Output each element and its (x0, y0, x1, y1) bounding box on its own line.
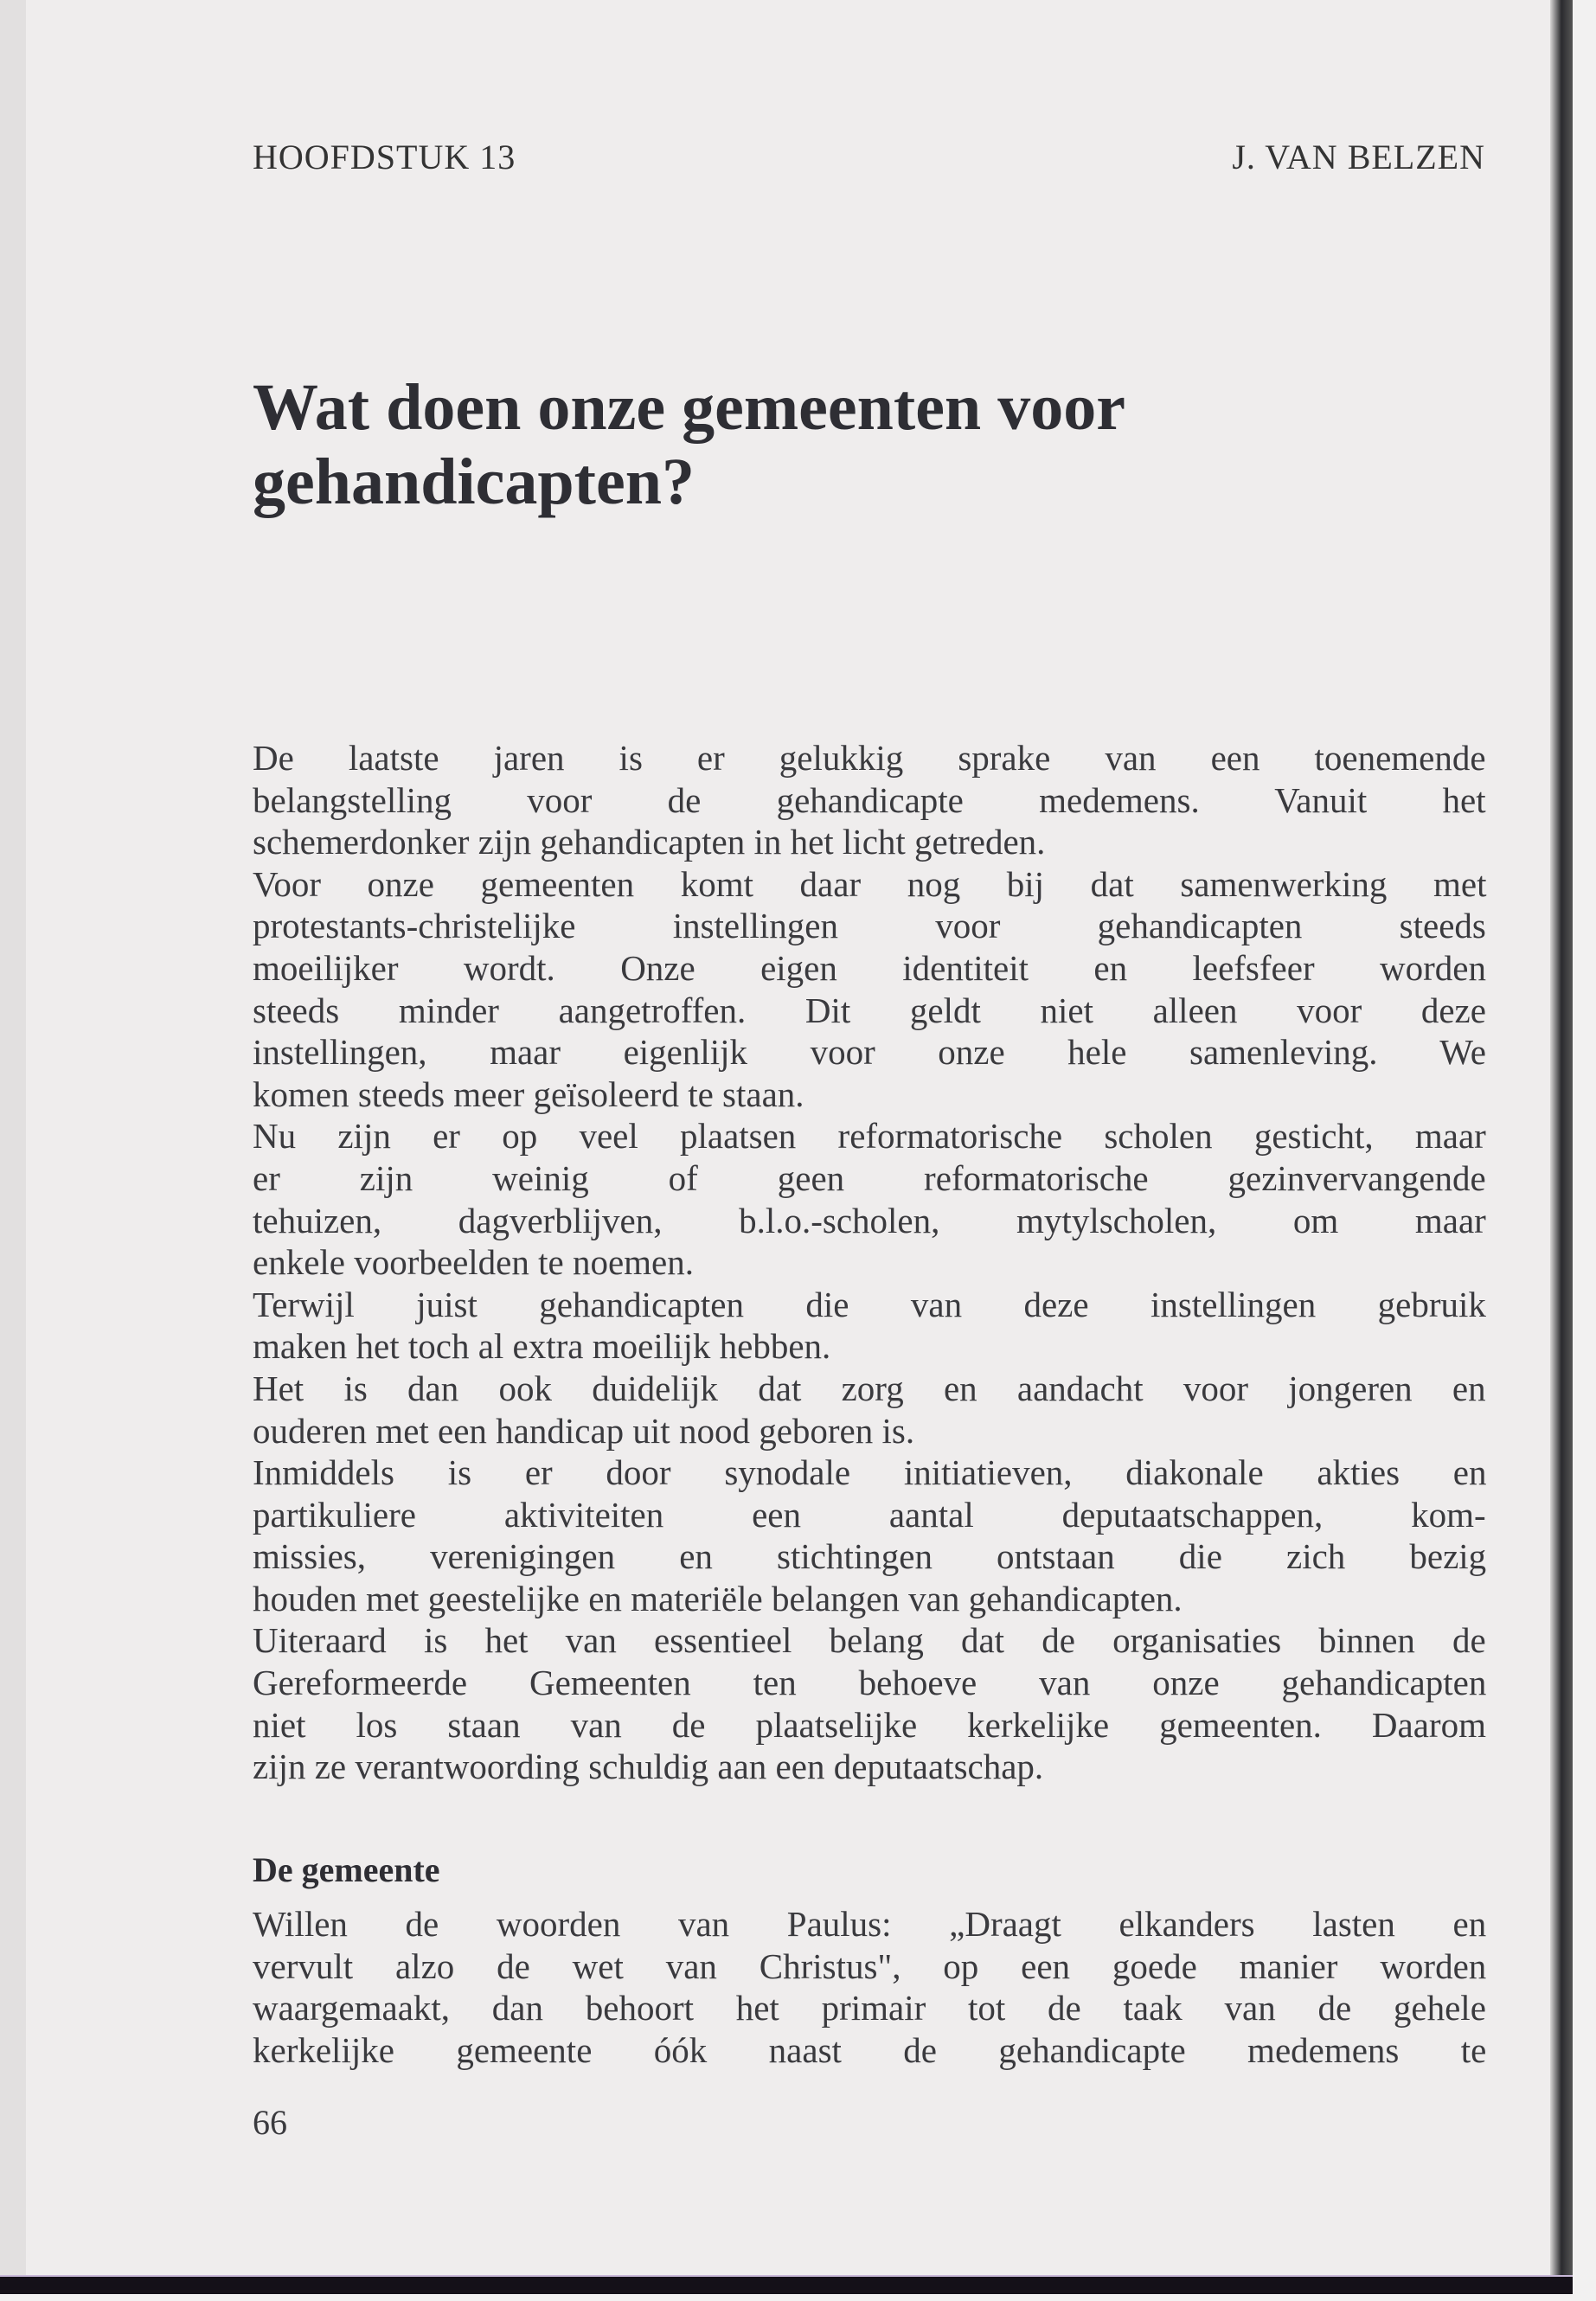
text-line: waargemaakt, dan behoort het primair tot de taak van de gehele (253, 1988, 1486, 2029)
page-number: 66 (253, 2103, 287, 2142)
text-line: tehuizen, dagverblijven, b.l.o.-scholen, mytylscholen, om maar (253, 1200, 1486, 1240)
text-line: Het is dan ook duidelijk dat zorg en aandacht voor jongeren en (253, 1368, 1486, 1408)
running-header-author: J. VAN BELZEN (1232, 138, 1485, 176)
text-line: belangstelling voor de gehandicapte medemens. Vanuit het (253, 779, 1486, 820)
text-line: er zijn weinig of geen reformatorische gezinvervangende (253, 1157, 1486, 1198)
text-line: De laatste jaren is er gelukkig sprake van een toenemende (253, 738, 1486, 778)
text-line: vervult alzo de wet van Christus", op een goede manier worden (253, 1945, 1487, 1986)
text-line: niet los staan van de plaatselijke kerkelijke gemeenten. Daarom (253, 1704, 1486, 1745)
text-line: Inmiddels is er door synodale initiatieven, diakonale akties en (253, 1452, 1487, 1493)
chapter-title (253, 370, 1125, 519)
text-line: komen steeds meer geïsoleerd te staan. (253, 1074, 804, 1114)
text-line: enkele voorbeelden te noemen. (253, 1242, 694, 1283)
text-line: Uiteraard is het van essentieel belang dat de organisaties binnen de (253, 1620, 1486, 1661)
text-line: protestants-christelijke instellingen voor gehandicapten steeds (253, 906, 1486, 946)
text-line: missies, verenigingen en stichtingen ontstaan die zich bezig (253, 1536, 1487, 1577)
text-line: moeilijker wordt. Onze eigen identiteit en leefsfeer worden (253, 947, 1486, 988)
text-line: instellingen, maar eigenlijk voor onze hele samenleving. We (253, 1032, 1486, 1073)
text-line: houden met geestelijke en materiële belangen van gehandicapten. (253, 1578, 1183, 1618)
body-text-de-gemeente (253, 1903, 1486, 2071)
text-line: ouderen met een handicap uit nood geboren is. (253, 1410, 915, 1451)
running-header-chapter: HOOFDSTUK 13 (253, 138, 516, 176)
chapter-title-line-2: gehandicapten? (253, 445, 695, 518)
scan-bottom-margin (0, 2294, 1596, 2301)
text-line: kerkelijke gemeente óók naast de gehandicapte medemens te (253, 2029, 1487, 2070)
section-heading: De gemeente (253, 1850, 440, 1889)
text-line: maken het toch al extra moeilijk hebben. (253, 1326, 831, 1367)
body-text-intro (253, 737, 1486, 1788)
text-line: zijn ze verantwoording schuldig aan een deputaatschap. (253, 1747, 1044, 1787)
scan-left-edge (0, 0, 26, 2301)
book-spine-edge (1550, 0, 1573, 2284)
text-line: Voor onze gemeenten komt daar nog bij dat samenwerking met (253, 863, 1487, 904)
text-line: Willen de woorden van Paulus: „Draagt elkanders lasten en (253, 1904, 1487, 1944)
scan-right-margin (1573, 0, 1596, 2301)
text-line: schemerdonker zijn gehandicapten in het licht getreden. (253, 822, 1046, 862)
text-line: Terwijl juist gehandicapten die van deze instellingen gebruik (253, 1284, 1486, 1324)
text-line: Gereformeerde Gemeenten ten behoeve van onze gehandicapten (253, 1663, 1487, 1703)
chapter-title-line-1: Wat doen onze gemeenten voor (253, 371, 1125, 444)
text-line: Nu zijn er op veel plaatsen reformatorische scholen gesticht, maar (253, 1116, 1486, 1157)
scan-bottom-edge (0, 2275, 1573, 2296)
text-line: steeds minder aangetroffen. Dit geldt niet alleen voor deze (253, 990, 1486, 1030)
text-line: partikuliere aktiviteiten een aantal deputaatschappen, kom- (253, 1494, 1486, 1535)
